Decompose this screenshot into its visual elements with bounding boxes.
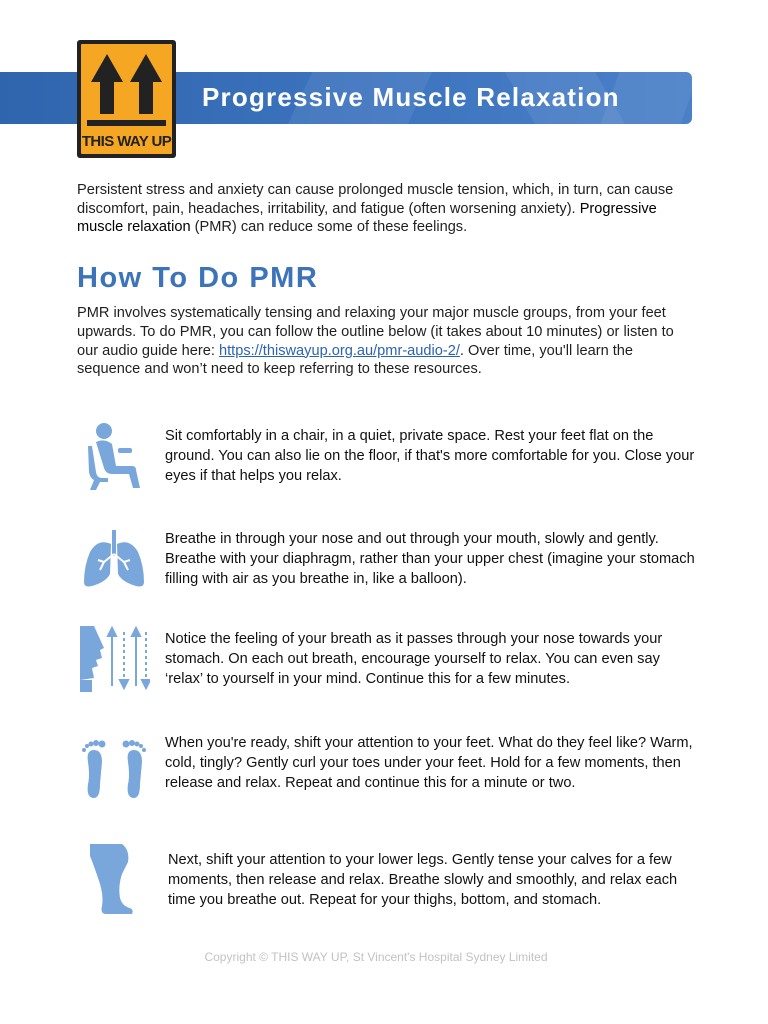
step-2-text: Breathe in through your nose and out through your mouth, slowly and gently. Breathe with your diaphragm, rather than your upper chest (imagine your stomach filling with air as you breathe in, like a balloon). [165,531,695,587]
section-heading: How To Do PMR [77,262,319,294]
logo-text: THIS WAY UP [81,133,172,150]
description-text-end: . Over time, you'll learn the sequence and won’t need to keep referring to these resources. [77,342,634,378]
this-way-up-logo [77,40,176,158]
section-description [77,304,687,379]
breath-flow-icon [80,626,150,692]
step-5-text: Next, shift your attention to your lower legs. Gently tense your calves for a few moments, then release and relax. Breathe slowly and smoothly, and relax each time you breathe out. Repeat for your thighs, bottom, and stomach. [168,852,678,908]
leg-icon [86,844,136,916]
audio-guide-link[interactable]: https://thiswayup.org.au/pmr-audio-2/ [219,342,460,359]
feet-icon [82,740,148,802]
step-1-text: Sit comfortably in a chair, in a quiet, private space. Rest your feet flat on the ground. You can also lie on the floor, if that's more comfortable for you. Close your eyes if that helps you relax. [165,428,695,484]
step-3-text: Notice the feeling of your breath as it passes through your nose towards your stomach. On each out breath, encourage yourself to relax. You can even say ‘relax’ to yourself in your mind. Continue this for a few minutes. [165,631,663,687]
intro-highlight: Progressive muscle relaxation [77,200,657,236]
page-title: Progressive Muscle Relaxation [202,82,620,112]
intro-text: Persistent stress and anxiety can cause prolonged muscle tension, which, in turn, can cause discomfort, pain, headaches, irritability, and fatigue (often worsening anxiety). [77,182,674,217]
step-4-text: When you're ready, shift your attention to your feet. What do they feel like? Warm, cold, tingly? Gently curl your toes under your feet. Hold for a few moments, then release and relax. Repeat and continue this for a minute or two. [165,735,693,791]
lungs-icon [82,530,146,590]
copyright-footer: Copyright © THIS WAY UP, St Vincent's Hospital Sydney Limited [204,950,548,964]
seated-person-icon [82,422,144,492]
description-text: PMR involves systematically tensing and relaxing your major muscle groups, from your feet upwards. To do PMR, you can follow the outline below (it takes about 10 minutes) or listen to our audio guide here: [77,305,674,359]
intro-text-end: (PMR) can reduce some of these feelings. [190,219,468,236]
intro-paragraph [77,181,677,237]
